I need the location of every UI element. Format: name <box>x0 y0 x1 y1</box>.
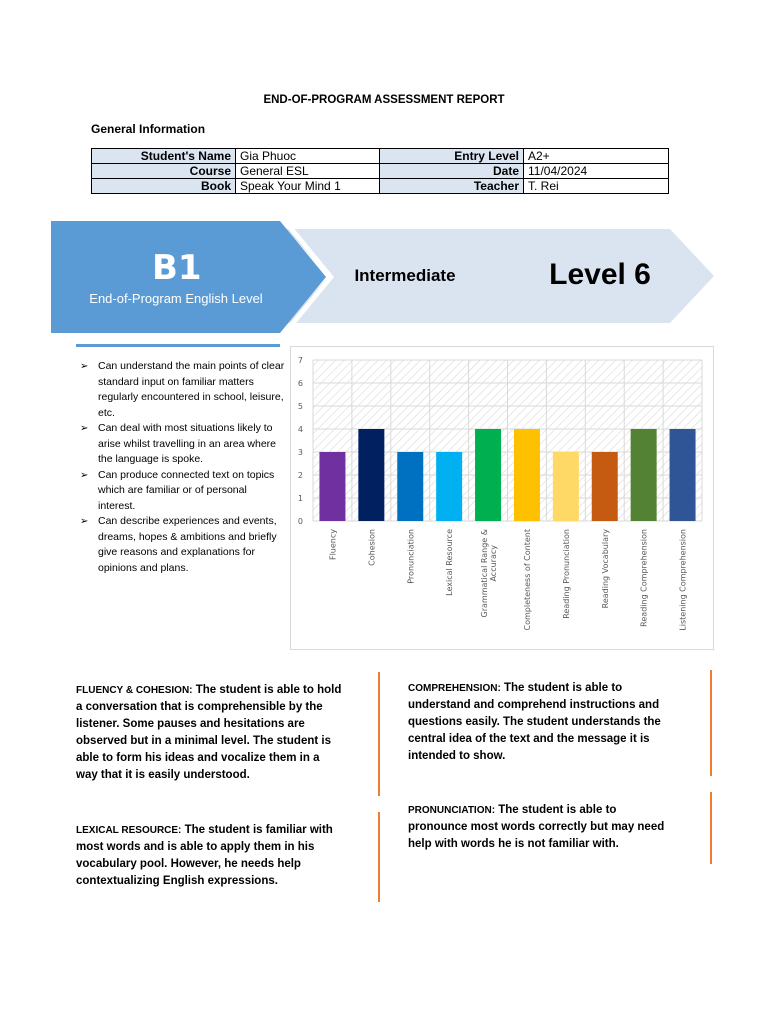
accent-divider <box>378 672 380 796</box>
level-description: End-of-Program English Level <box>89 291 263 306</box>
student-name-value: Gia Phuoc <box>236 149 380 164</box>
y-tick-label: 4 <box>297 425 303 434</box>
y-tick-label: 6 <box>297 379 303 388</box>
bar <box>670 429 696 521</box>
arrow-bullet-icon: ➢ <box>80 469 89 481</box>
x-tick-label: Fluency <box>328 529 338 561</box>
cefr-level: B1 <box>152 248 202 288</box>
arrow-bullet-icon: ➢ <box>80 361 89 372</box>
comment-line: listener. Some pauses and hesitations are <box>76 718 305 730</box>
bar <box>631 429 657 521</box>
comprehension-comment <box>408 680 708 765</box>
comment-line: understand and comprehend instructions and <box>408 699 660 711</box>
bar <box>397 452 423 521</box>
course-label: Course <box>92 164 236 179</box>
stage-label: Intermediate <box>354 266 456 285</box>
report-title: END-OF-PROGRAM ASSESSMENT REPORT <box>263 94 505 106</box>
comment-line: vocabulary pool. However, he needs help <box>76 858 301 870</box>
x-tick-label: Reading Pronunciation <box>561 529 571 619</box>
x-tick-label: Completeness of Content <box>522 529 532 631</box>
divider <box>76 344 280 347</box>
book-label: Book <box>92 179 236 194</box>
pronunciation-heading: PRONUNCIATION: <box>408 805 496 816</box>
y-tick-label: 5 <box>297 402 303 411</box>
comment-line: contextualizing English expressions. <box>76 875 278 887</box>
accent-divider <box>378 812 380 902</box>
x-tick-label: Reading Vocabulary <box>600 529 610 609</box>
can-do-text: Can understand the main points of clear standard input on familiar matters regularly encountered in school, leisure, etc. <box>98 360 285 419</box>
bar <box>319 452 345 521</box>
x-tick-label: Reading Comprehension <box>639 529 649 627</box>
can-do-item <box>80 514 285 576</box>
y-tick-label: 2 <box>297 471 303 480</box>
student-name-label: Student's Name <box>92 149 236 164</box>
bar <box>475 429 501 521</box>
accent-divider <box>710 670 712 776</box>
bar <box>514 429 540 521</box>
comment-line: most words and is able to apply them in his <box>76 841 315 853</box>
lexical-resource-heading: LEXICAL RESOURCE: <box>76 825 182 836</box>
pronunciation-comment <box>408 802 708 853</box>
bar <box>358 429 384 521</box>
accent-divider <box>710 792 712 864</box>
bar <box>592 452 618 521</box>
comment-line <box>408 680 708 697</box>
comprehension-heading: COMPREHENSION: <box>408 683 501 694</box>
section-heading: General Information <box>91 122 206 136</box>
y-tick-label: 0 <box>297 517 303 526</box>
date-label: Date <box>380 164 524 179</box>
comment-line: questions easily. The student understands the <box>408 716 661 728</box>
comment-line: pronounce most words correctly but may need <box>408 821 665 833</box>
y-tick-label: 3 <box>297 448 303 457</box>
comment-text: The student is able to <box>500 682 623 694</box>
bar <box>436 452 462 521</box>
teacher-value: T. Rei <box>524 179 669 194</box>
comment-text: The student is able to hold <box>192 684 342 696</box>
teacher-label: Teacher <box>380 179 524 194</box>
can-do-text: Can produce connected text on topics which are familiar or of personal interest. <box>98 468 275 512</box>
book-value: Speak Your Mind 1 <box>236 179 380 194</box>
can-do-item <box>80 468 285 515</box>
can-do-item <box>80 421 285 468</box>
arrow-bullet-icon: ➢ <box>80 516 89 527</box>
comment-line <box>76 822 386 839</box>
x-tick-label: Cohesion <box>367 529 377 566</box>
date-value: 11/04/2024 <box>524 164 669 179</box>
x-tick-label: Grammatical Range &Accuracy <box>480 529 499 618</box>
can-do-list <box>80 359 285 576</box>
arrow-bullet-icon: ➢ <box>80 423 89 434</box>
x-tick-label: Pronunciation <box>406 529 416 584</box>
x-tick-label: Listening Comprehension <box>678 529 688 631</box>
y-tick-label: 7 <box>297 356 303 365</box>
bar <box>553 452 579 521</box>
x-tick-label: Lexical Resource <box>445 529 455 596</box>
entry-level-label: Entry Level <box>380 149 524 164</box>
lexical-resource-comment <box>76 822 386 890</box>
comment-text: The student is able to <box>495 804 617 816</box>
comment-line: way that it is easily understood. <box>76 769 250 781</box>
can-do-text: Can describe experiences and events, dreams, hopes & ambitions and briefly give reasons and explanations for opinions and plans. <box>98 515 277 574</box>
can-do-item <box>80 359 285 421</box>
comment-text: The student is familiar with <box>181 824 333 836</box>
level-number: Level 6 <box>549 258 651 291</box>
comment-line <box>76 682 386 699</box>
fluency-cohesion-comment <box>76 682 386 784</box>
comment-line: observed but in a minimal level. The student is <box>76 735 331 747</box>
can-do-text: Can deal with most situations likely to arise whilst travelling in an area where the language is spoke. <box>98 422 277 465</box>
comment-line: a conversation that is comprehensible by the <box>76 701 323 713</box>
comment-line: central idea of the text and the message it is <box>408 733 650 745</box>
entry-level-value: A2+ <box>524 149 669 164</box>
comment-line: able to form his ideas and vocalize them in a <box>76 752 320 764</box>
course-value: General ESL <box>236 164 380 179</box>
y-tick-label: 1 <box>297 494 303 503</box>
fluency-cohesion-heading: FLUENCY & COHESION: <box>76 685 193 696</box>
comment-line <box>408 802 708 819</box>
skills-bar-chart <box>290 346 714 650</box>
comment-line: help with words he is not familiar with. <box>408 838 619 850</box>
comment-line: intended to show. <box>408 750 506 762</box>
